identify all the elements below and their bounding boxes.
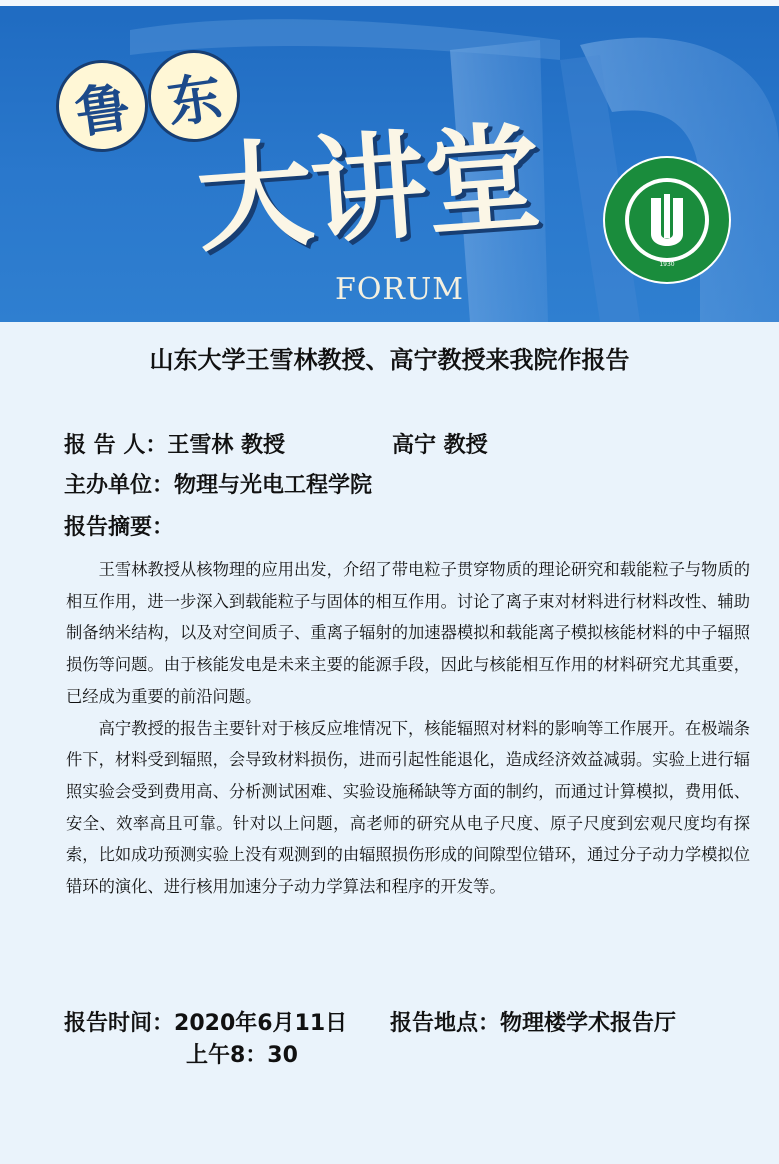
header-banner — [0, 0, 779, 322]
speaker-1: 王雪林 教授 — [167, 433, 285, 458]
speaker-label: 报 告 人： — [64, 433, 168, 458]
abstract-paragraph-2: 高宁教授的报告主要针对于核反应堆情况下，核能辐照对材料的影响等工作展开。在极端条件下，材料受到辐照，会导致材料损伤，进而引起性能退化，造成经济效益减弱。实验上进行辐照实验会受到费用高、分析测试困难、实验设施稀缺等方面的制约，而通过计算模拟，费用低、安全、效率高且可靠。针对以上问题，高老师的研究从电子尺度、原子尺度到宏观尺度均有探索，比如成功预测实验上没有观测到的由辐照损伤形成的间隙型位错环，通过分子动力学模拟位错环的演化、进行核用加速分子动力学算法和程序的开发等。 — [66, 718, 750, 897]
host-label: 主办单位： — [64, 473, 175, 498]
abstract-paragraph-1: 王雪林教授从核物理的应用出发，介绍了带电粒子贯穿物质的理论研究和载能粒子与物质的相互作用，进一步深入到载能粒子与固体的相互作用。讨论了离子束对材料进行材料改性、辅助制备纳米结构，以及对空间质子、重离子辐射的加速器模拟和载能离子模拟核能材料的中子辐照损伤等问题。由于核能发电是未来主要的能源手段，因此与核能相互作用的材料研究尤其重要，已经成为重要的前沿问题。 — [66, 560, 750, 706]
abstract-heading: 报告摘要： — [64, 515, 175, 540]
forum-label: FORUM — [335, 272, 464, 307]
place-row — [390, 1006, 676, 1037]
time-label: 报告时间： — [64, 1011, 175, 1036]
abstract-body — [66, 554, 750, 903]
place-value: 物理楼学术报告厅 — [500, 1011, 677, 1036]
time-date: 2020年6月11日 — [174, 1011, 348, 1036]
forum-calligraphy-title: 大讲堂 — [192, 109, 543, 269]
title-char-dong: 东 — [142, 44, 246, 148]
page-title: 山东大学王雪林教授、高宁教授来我院作报告 — [149, 346, 630, 374]
logo-year: 1930 — [659, 261, 675, 268]
host-row — [64, 468, 372, 499]
time-clock: 上午8：30 — [186, 1043, 298, 1068]
speaker-row — [64, 428, 285, 459]
host-value: 物理与光电工程学院 — [174, 473, 373, 498]
university-logo-icon — [601, 154, 733, 286]
speaker-2: 高宁 教授 — [392, 433, 488, 458]
title-char-lu: 鲁 — [50, 54, 154, 158]
place-label: 报告地点： — [390, 1011, 501, 1036]
time-row — [64, 1006, 347, 1037]
